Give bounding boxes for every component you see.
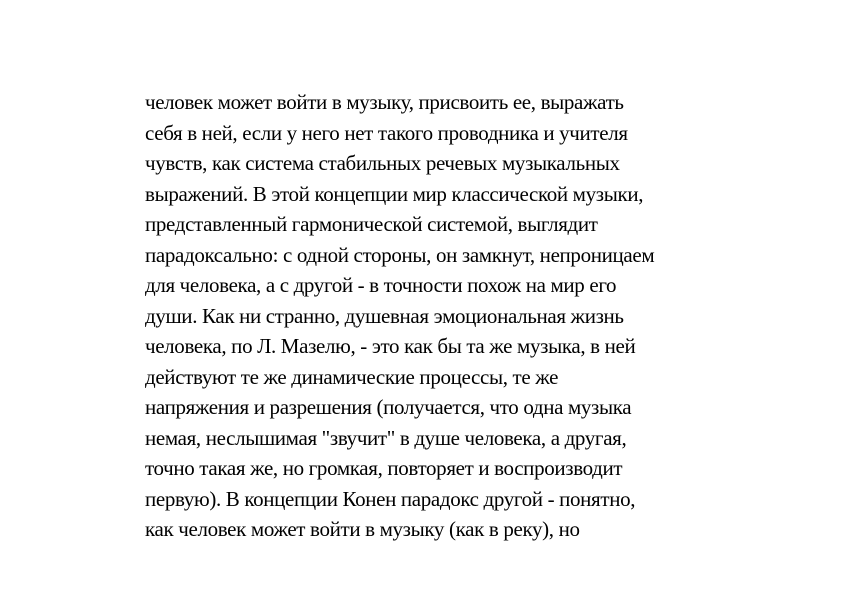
text-line: чувств, как система стабильных речевых музыкальных	[145, 151, 620, 175]
text-line: души. Как ни странно, душевная эмоциональная жизнь	[145, 303, 624, 328]
text-line: парадоксально: с одной стороны, он замкнут, непроницаем	[145, 242, 655, 267]
text-line: себя в ней, если у него нет такого проводника и учителя	[145, 120, 628, 145]
text-line: точно такая же, но громкая, повторяет и воспроизводит	[145, 456, 623, 480]
text-line: немая, неслышимая "звучит" в душе человека, а другая,	[145, 425, 627, 450]
text-line: представленный гармонической системой, выглядит	[145, 212, 598, 236]
text-line: выражений. В этой концепции мир классической музыки,	[145, 181, 644, 206]
text-line: первую). В концепции Конен парадокс другой - понятно,	[145, 486, 636, 511]
text-line: человек может войти в музыку, присвоить ее, выражать	[145, 90, 624, 114]
text-line: действуют те же динамические процессы, те же	[145, 364, 559, 389]
text-line: для человека, а с другой - в точности похож на мир его	[145, 273, 617, 297]
text-line: как человек может войти в музыку (как в реку), но	[145, 517, 580, 541]
text-line: человека, по Л. Мазелю, - это как бы та же музыка, в ней	[145, 334, 636, 358]
text-line: напряжения и разрешения (получается, что одна музыка	[145, 395, 632, 419]
body-text	[145, 87, 745, 545]
